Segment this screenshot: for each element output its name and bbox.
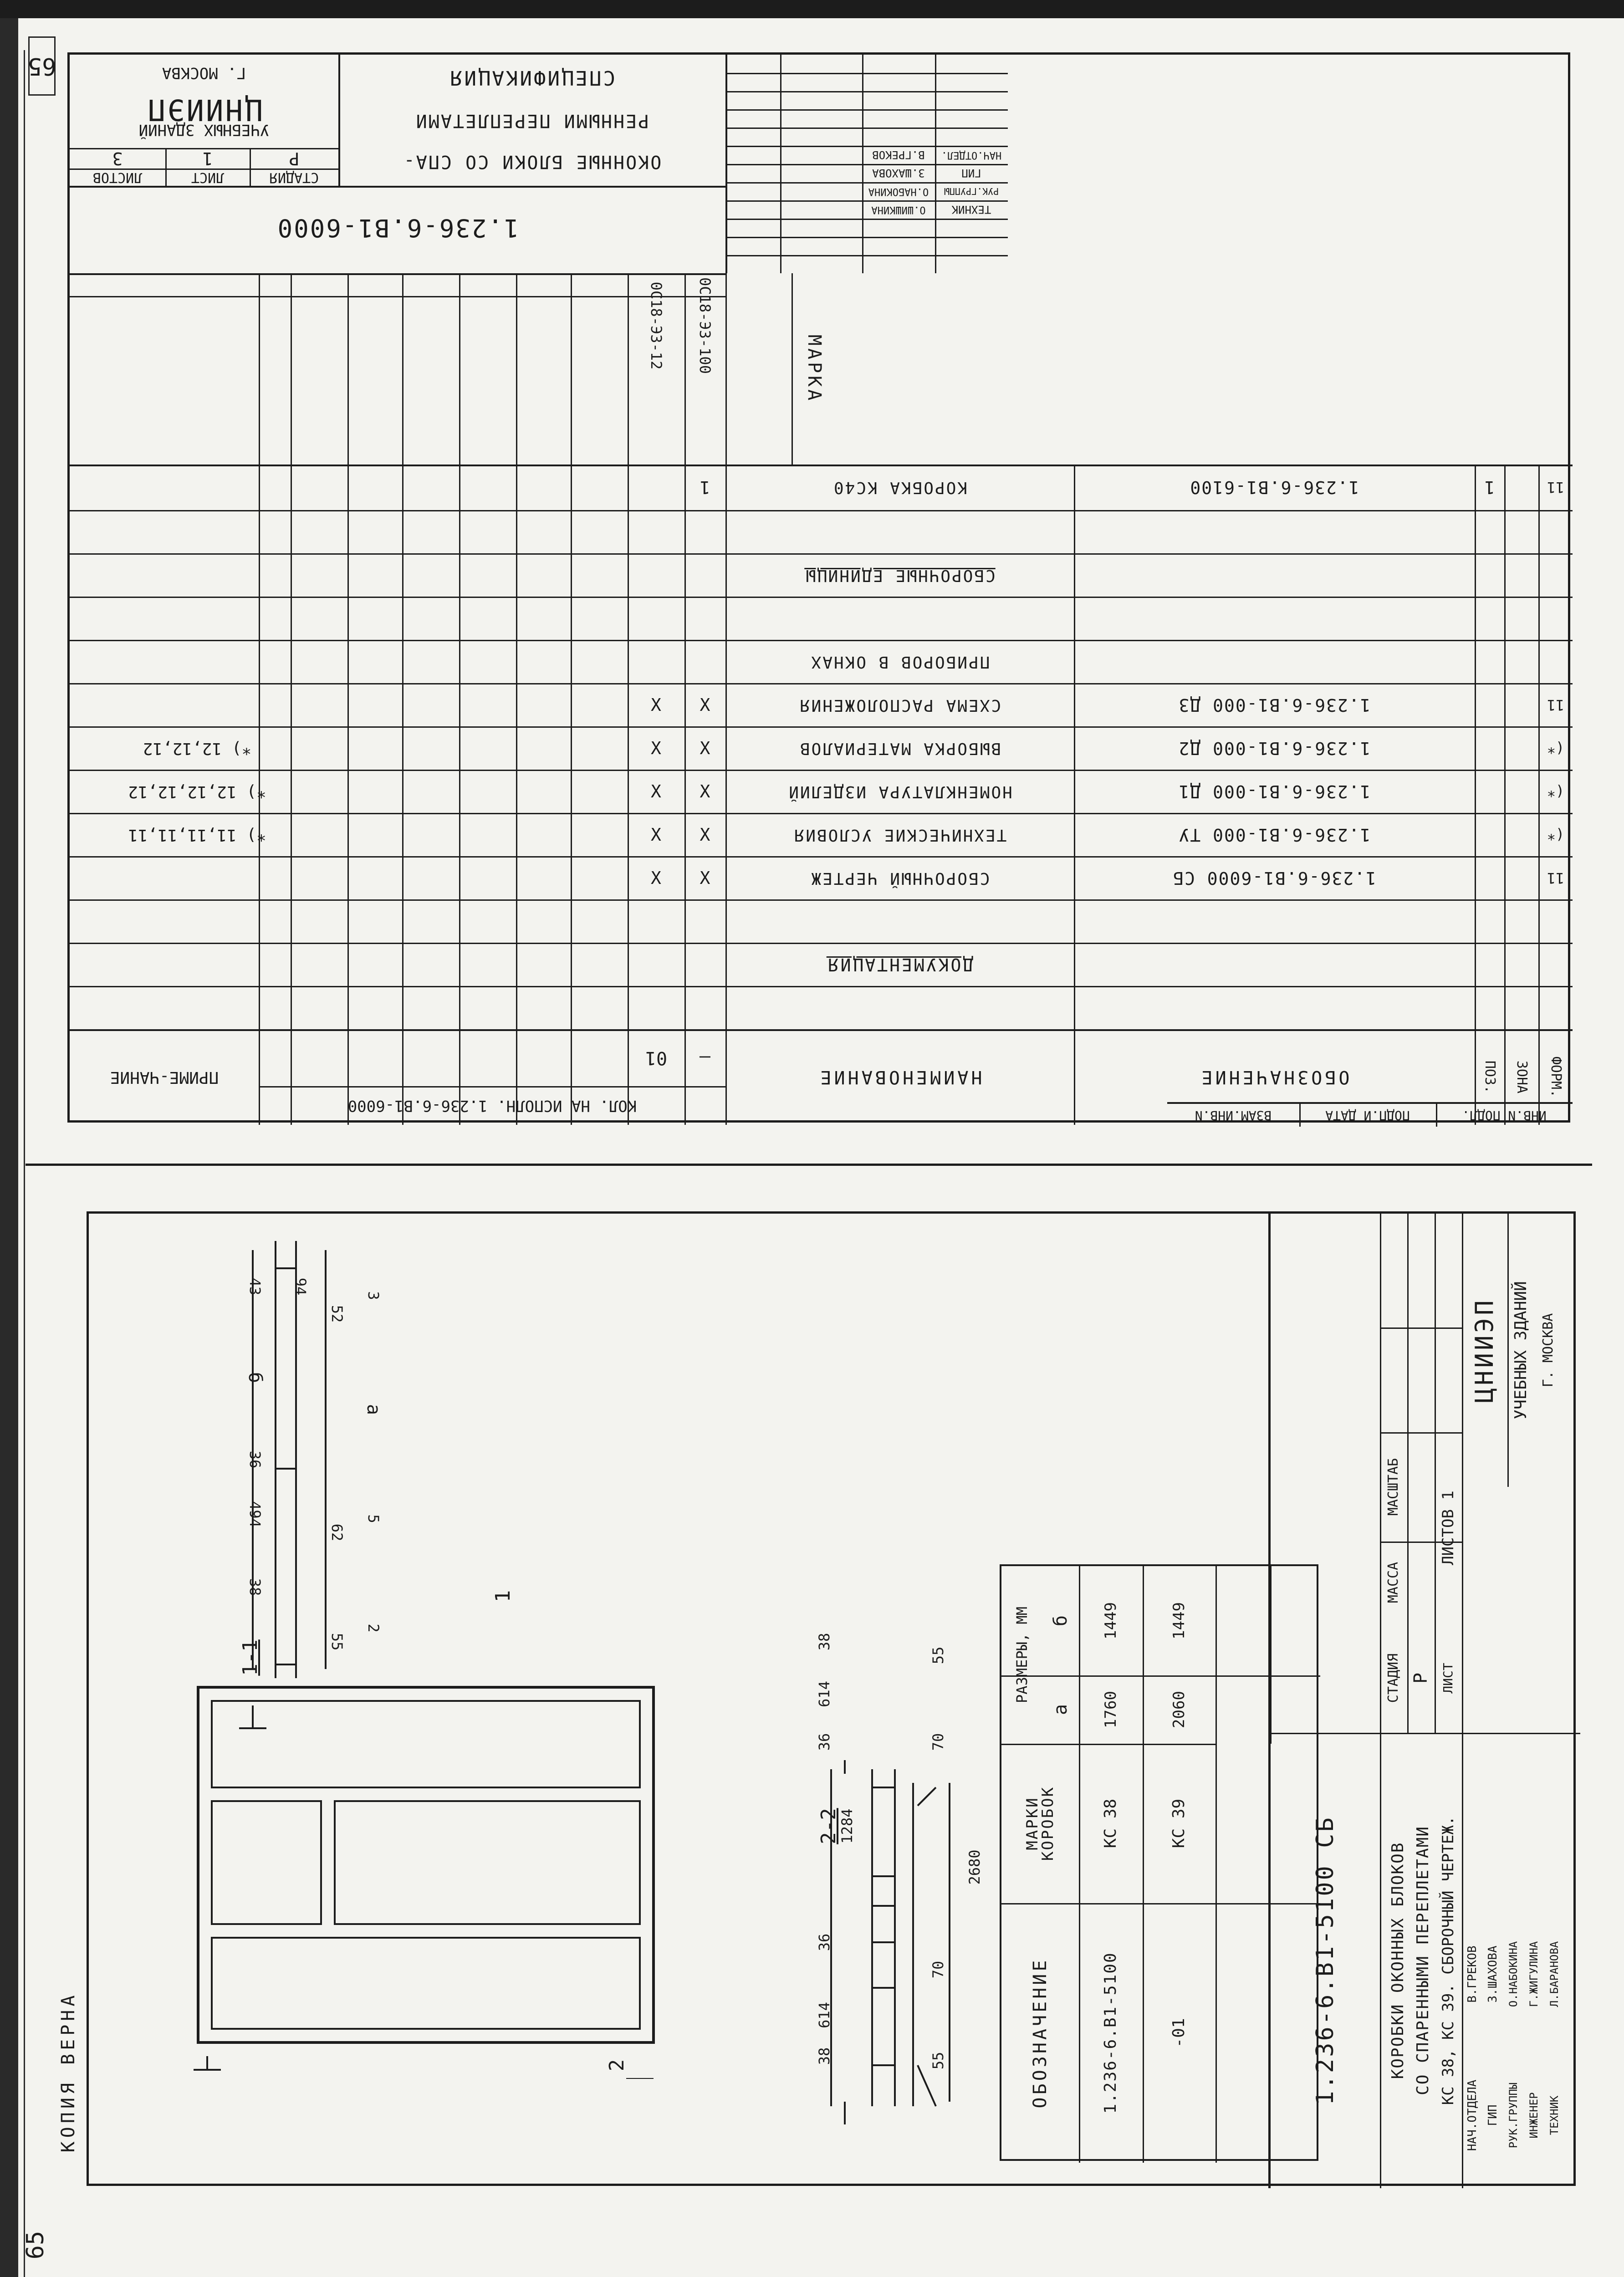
bt-sheets: ЛИСТОВ 1 <box>1439 1491 1457 1565</box>
tb-stage: Р <box>289 148 299 168</box>
bt-row-designation: 1.236-6.В1-5100 <box>1101 1952 1120 2114</box>
bt-scale-header: МАСШТАБ <box>1385 1458 1401 1516</box>
dim-label: 70 <box>929 1960 947 1979</box>
marka-value: 0С18-ЭЗ-100 <box>696 277 714 374</box>
tb-sheets-header: ЛИСТОВ <box>92 169 143 185</box>
row-q1: Х <box>700 781 710 802</box>
dim-label: 36 <box>246 1450 264 1469</box>
section-mark-2: 2 <box>605 2059 628 2072</box>
bt-sig-name: В.ГРЕКОВ <box>1465 1945 1479 2003</box>
row-q2: Х <box>651 824 661 845</box>
dim-label: 94 <box>292 1277 309 1296</box>
bt-title-line2: СО СПАРЕННЫМИ ПЕРЕПЛЕТАМИ <box>1414 1826 1432 2095</box>
col-header-zone: ЗОНА <box>1513 1060 1530 1094</box>
bt-header-b: б <box>1050 1615 1071 1627</box>
bt-sig-name: Г.ЖИГУЛИНА <box>1527 1941 1540 2007</box>
bt-sig-role: ТЕХНИК <box>1547 2095 1561 2135</box>
bottom-sheet <box>87 1211 1576 2186</box>
col-header-qty2: 01 <box>645 1047 667 1068</box>
bt-header-marks: МАРКИ КОРОБОК <box>1023 1786 1057 1861</box>
dim-label: 38 <box>816 1633 833 1651</box>
bt-row-designation: -01 <box>1169 2018 1188 2048</box>
row-name: СХЕМА РАСПОЛОЖЕНИЯ <box>798 695 1001 715</box>
row-designation: 1.236-6.В1-000 Д1 <box>1178 781 1371 802</box>
dim-label: а <box>363 1404 384 1415</box>
bt-doc-code: 1.236-6.В1-5100 СБ <box>1312 1816 1339 2105</box>
row-form: 11 <box>1547 479 1564 496</box>
row-designation: 1.236-6.В1-6100 <box>1189 477 1359 497</box>
bt-row-a: 1760 <box>1102 1691 1120 1728</box>
bt-sig-role: ИНЖЕНЕР <box>1527 2092 1540 2139</box>
col-header-qty: КОЛ. НА ИСПОЛН. 1.236-6.В1-6000 <box>347 1096 637 1115</box>
sig-name: О.ШИШКИНА <box>871 204 926 215</box>
bt-sig-name: З.ШАХОВА <box>1486 1945 1500 2003</box>
tb-org-sub2: Г. МОСКВА <box>162 64 246 82</box>
row-designation: 1.236-6.В1-000 Д3 <box>1178 694 1371 715</box>
bt-sig-role: ГИП <box>1486 2104 1500 2126</box>
dim-label: 614 <box>816 2002 833 2028</box>
tb-title-line1: ОКОННЫЕ БЛОКИ СО СПА- <box>402 151 662 172</box>
row-note: *) 12,12,12,12 <box>128 782 266 801</box>
bt-sig-name: Л.БАРАНОВА <box>1547 1941 1561 2007</box>
marka-label: МАРКА <box>804 334 825 403</box>
side-stamp <box>1167 1102 1573 1127</box>
top-edge-bar <box>0 0 1624 18</box>
row-name: ТЕХНИЧЕСКИЕ УСЛОВИЯ <box>793 825 1006 844</box>
row-designation: 1.236-6.В1-000 Д2 <box>1178 738 1371 758</box>
sig-name: В.ГРЕКОВ <box>872 148 925 161</box>
row-name: ВЫБОРКА МАТЕРИАЛОВ <box>798 739 1001 758</box>
bt-row-b: 1449 <box>1170 1602 1188 1639</box>
dim-label: 5 <box>365 1514 382 1523</box>
bt-signature-grid <box>1271 1860 1580 2188</box>
bt-stage: Р <box>1410 1672 1431 1684</box>
col-header-pos: ПОЗ. <box>1481 1060 1498 1094</box>
dim-label: 70 <box>929 1733 947 1751</box>
dim-label: 62 <box>328 1523 346 1542</box>
bt-row-mark: КС 39 <box>1169 1798 1188 1848</box>
row-form: (* <box>1547 739 1564 757</box>
row-q1: Х <box>700 868 710 888</box>
dim-label: 55 <box>929 2052 947 2070</box>
bt-mass-header: МАССА <box>1385 1562 1401 1603</box>
bt-stage-header: СТАДИЯ <box>1385 1653 1401 1703</box>
dim-label: 36 <box>816 1933 833 1951</box>
signature-grid <box>725 55 1008 273</box>
bt-row-mark: КС 38 <box>1101 1798 1120 1848</box>
row-q1: Х <box>700 738 710 758</box>
row-note: *) 11,11,11,11 <box>128 825 266 844</box>
row-q1: Х <box>700 694 710 715</box>
dim-label: 494 <box>246 1501 264 1527</box>
bt-row-a: 2060 <box>1170 1691 1188 1728</box>
tb-sheets: 3 <box>112 148 123 168</box>
bt-org-sub2: Г. МОСКВА <box>1540 1313 1556 1388</box>
section-1-1-drawing <box>239 1214 467 1715</box>
tb-title-line2: РЕННЫМИ ПЕРЕПЛЕТАМИ <box>414 110 649 131</box>
row-form: 11 <box>1547 869 1564 887</box>
sig-name: З.ШАХОВА <box>872 167 925 179</box>
tb-sheet: 1 <box>202 148 213 168</box>
sig-name: О.НАБОКИНА <box>868 186 929 197</box>
row-designation: 1.236-6.В1-000 ТУ <box>1178 824 1371 845</box>
spec-table <box>70 273 1573 1125</box>
bt-sheet: ЛИСТ <box>1440 1663 1455 1694</box>
bt-header-designation: ОБОЗНАЧЕНИЕ <box>1030 1957 1051 2109</box>
row-form: (* <box>1547 826 1564 843</box>
bottom-title-block <box>1268 1214 1580 2188</box>
col-header-name: НАИМЕНОВАНИЕ <box>817 1067 982 1087</box>
section-2-2-drawing <box>763 1214 954 2124</box>
dim-label: 55 <box>929 1646 947 1664</box>
dim-label: 2680 <box>966 1849 983 1885</box>
dim-label: 38 <box>816 2047 833 2065</box>
sig-role: НАЧ.ОТДЕЛ. <box>941 149 1002 161</box>
binding-strip <box>0 0 18 2277</box>
top-sheet <box>67 52 1570 1123</box>
dim-label: 3 <box>365 1291 382 1300</box>
row-q1: Х <box>700 824 710 845</box>
col-header-note: ПРИМЕ-ЧАНИЕ <box>110 1068 219 1087</box>
tb-sheet-header: ЛИСТ <box>191 169 224 185</box>
dim-label: 43 <box>246 1277 264 1296</box>
row-q2: Х <box>651 694 661 715</box>
row-name: НОМЕНКЛАТУРА ИЗДЕЛИЙ <box>787 782 1012 801</box>
col-header-designation: ОБОЗНАЧЕНИЕ <box>1199 1067 1350 1087</box>
row-q2: Х <box>651 781 661 802</box>
bt-sig-role: РУК.ГРУППЫ <box>1507 2082 1520 2149</box>
row-q2: Х <box>651 868 661 888</box>
section-2-2-label: 2-2 <box>817 1808 840 1844</box>
sig-role: ГИП <box>961 167 981 179</box>
bt-organization: ЦНИИЭП <box>1470 1297 1499 1403</box>
row-designation: 1.236-6.В1-6000 СБ <box>1172 868 1376 888</box>
dim-label: 2 <box>365 1624 382 1633</box>
row-form: 11 <box>1547 696 1564 714</box>
bt-title-line3: КС 38, КС 39. СБОРОЧНЫЙ ЧЕРТЕЖ. <box>1439 1816 1457 2105</box>
bt-sig-role: НАЧ.ОТДЕЛА <box>1465 2079 1479 2151</box>
sig-role: РУК.ГРУППЫ <box>944 186 999 197</box>
section-mark-1: 1 <box>491 1590 515 1603</box>
row-note: *) 12,12,12 <box>143 739 252 758</box>
bt-header-a: а <box>1050 1704 1071 1715</box>
marka-value: 0С18-ЭЗ-12 <box>647 281 665 370</box>
tb-org-sub1: УЧЕБНЫХ ЗДАНИЙ <box>138 121 270 139</box>
row-name: ПРИБОРОВ В ОКНАХ <box>810 652 990 671</box>
bt-header-sizes: РАЗМЕРЫ, ММ <box>1013 1607 1031 1703</box>
page-number-box <box>28 36 56 96</box>
tb-stage-header: СТАДИЯ <box>269 169 319 185</box>
dim-label: 38 <box>246 1578 264 1596</box>
tb-title-line3: СПЕЦИФИКАЦИЯ <box>449 66 615 89</box>
dim-label: б <box>245 1372 266 1384</box>
tb-document-code: 1.236-6.В1-6000 <box>276 214 519 242</box>
row-form: (* <box>1547 782 1564 800</box>
row-name: КОРОБКА КС40 <box>832 478 967 497</box>
dim-label: 614 <box>816 1681 833 1707</box>
dim-label: 36 <box>816 1733 833 1751</box>
row-name: СБОРОЧНЫЙ ЧЕРТЕЖ <box>810 868 990 888</box>
row-q1: 1 <box>700 477 710 497</box>
dim-label: 1284 <box>838 1808 856 1844</box>
col-header-format: ФОРМ. <box>1547 1056 1564 1098</box>
row-name: СБОРОЧНЫЕ ЕДИНИЦЫ <box>804 566 996 585</box>
bt-row-b: 1449 <box>1102 1602 1120 1639</box>
dim-label: 52 <box>328 1305 346 1323</box>
row-q2: Х <box>651 738 661 758</box>
bt-org-sub1: УЧЕБНЫХ ЗДАНИЙ <box>1512 1281 1530 1419</box>
page-number-bottom: 65 <box>22 2231 49 2260</box>
sheet-separator <box>26 1164 1592 1166</box>
row-pos: 1 <box>1484 477 1495 497</box>
stamp-col: ВЗАМ.ИНВ.N <box>1195 1108 1272 1123</box>
stamp-col: ПОДП.И ДАТА <box>1325 1108 1410 1123</box>
stamp-col: ИНВ.N ПОДЛ. <box>1462 1108 1547 1123</box>
dim-label: 55 <box>328 1633 346 1651</box>
bt-title-line1: КОРОБКИ ОКОННЫХ БЛОКОВ <box>1389 1842 1407 2079</box>
binding-line <box>24 50 25 2277</box>
row-name: ДОКУМЕНТАЦИЯ <box>826 954 973 975</box>
sig-role: ТЕХНИК <box>951 203 991 216</box>
page-number: 65 <box>27 52 56 80</box>
copy-note: КОПИЯ ВЕРНА <box>58 1991 79 2153</box>
bt-sig-name: О.НАБОКИНА <box>1507 1941 1520 2007</box>
section-1-1-label: 1-1 <box>239 1639 262 1676</box>
col-header-qty1: — <box>699 1047 711 1068</box>
tb-organization: ЦНИИЭП <box>146 92 262 126</box>
